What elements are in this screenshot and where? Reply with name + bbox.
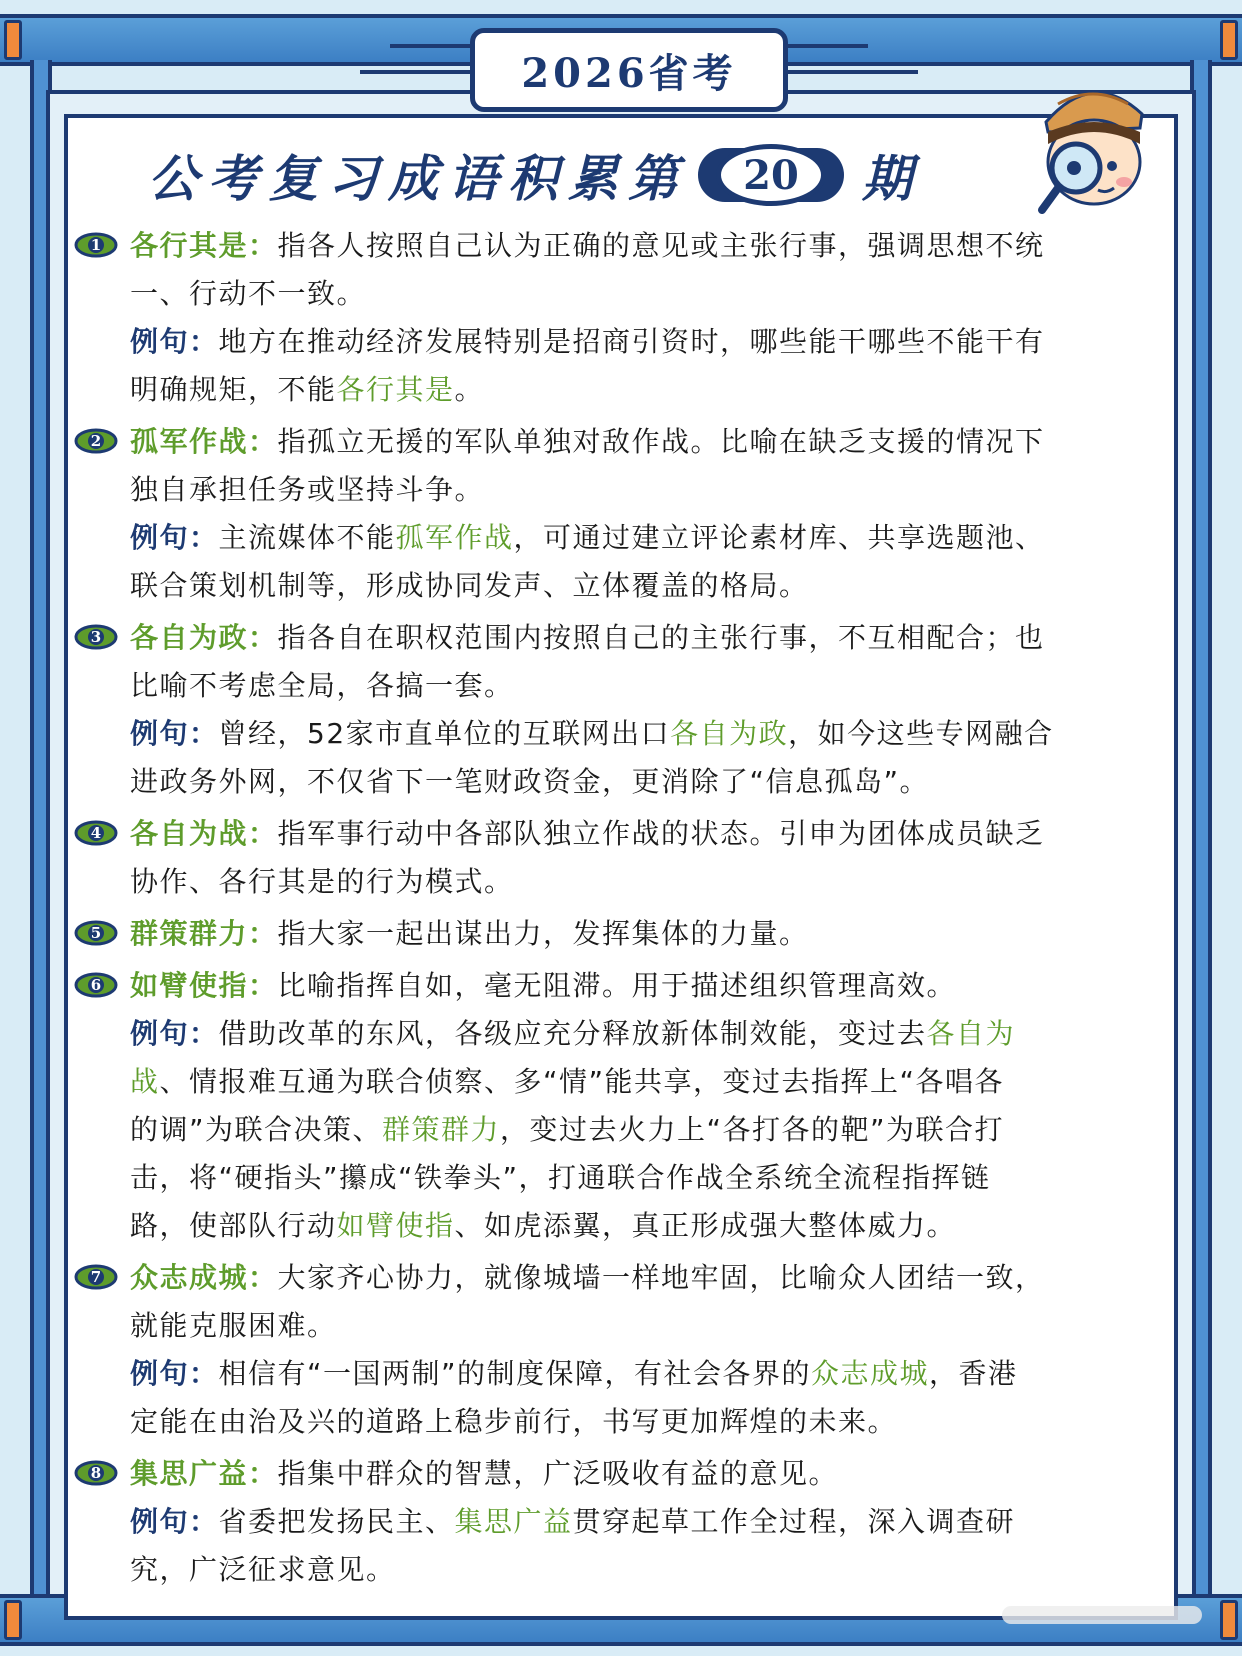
- example-text: ，如今这些专网融合: [788, 717, 1054, 750]
- idiom-highlight: 孤军作战: [395, 521, 514, 554]
- example-text: 贯穿起草工作全过程，深入调查研: [572, 1505, 1016, 1538]
- term-colon: ：: [248, 1261, 278, 1294]
- example-line: [130, 1106, 1180, 1154]
- definition-text: 比喻不考虑全局，各搞一套。: [130, 669, 514, 702]
- idiom-highlight: 各行其是: [336, 373, 455, 406]
- example-text: 省委把发扬民主、: [218, 1505, 455, 1538]
- issue-number: 20: [716, 144, 826, 206]
- definition-line: [130, 910, 1180, 958]
- idiom-term: 各自为政: [130, 621, 249, 654]
- definition-line: [130, 810, 1180, 858]
- number-leaf-icon: [74, 1264, 118, 1290]
- example-line: [130, 366, 1180, 414]
- entry-number: 8: [90, 1464, 102, 1482]
- definition-line: [130, 1254, 1180, 1302]
- idiom-highlight: 战: [130, 1065, 160, 1098]
- definition-line: [130, 614, 1180, 662]
- definition-text: 指各人按照自己认为正确的意见或主张行事，强调思想不统: [277, 229, 1045, 262]
- example-text: ，香港: [929, 1357, 1018, 1390]
- example-text: 进政务外网，不仅省下一笔财政资金，更消除了“信息孤岛”。: [130, 765, 930, 798]
- example-line: [130, 562, 1180, 610]
- example-text: 究，广泛征求意见。: [130, 1553, 396, 1586]
- title-prefix: 公考复习成语积累第: [148, 150, 688, 208]
- idiom-entry: [70, 418, 1180, 610]
- example-text: 明确规矩，不能: [130, 373, 337, 406]
- term-colon: ：: [248, 621, 278, 654]
- definition-text: 指军事行动中各部队独立作战的状态。引申为团体成员缺乏: [277, 817, 1045, 850]
- number-leaf-icon: [74, 920, 118, 946]
- badge-line-left-1: [390, 44, 470, 48]
- example-line: [130, 1058, 1180, 1106]
- definition-line: [130, 466, 1180, 514]
- example-text: 路，使部队行动: [130, 1209, 337, 1242]
- idiom-highlight: 众志成城: [811, 1357, 930, 1390]
- example-text: 地方在推动经济发展特别是招商引资时，哪些能干哪些不能干有: [218, 325, 1045, 358]
- definition-text: 指各自在职权范围内按照自己的主张行事，不互相配合；也: [277, 621, 1045, 654]
- example-text: ，可通过建立评论素材库、共享选题池、: [513, 521, 1045, 554]
- example-text: ，变过去火力上“各打各的靶”为联合打: [500, 1113, 1005, 1146]
- example-label: 例句：: [130, 521, 219, 554]
- term-colon: ：: [248, 1457, 278, 1490]
- example-line: [130, 1154, 1180, 1202]
- number-leaf-icon: [74, 428, 118, 454]
- example-line: [130, 514, 1180, 562]
- title-suffix: 期: [862, 150, 922, 208]
- idiom-entry: [70, 810, 1180, 906]
- definition-text: 一、行动不一致。: [130, 277, 367, 310]
- idiom-highlight: 群策群力: [382, 1113, 501, 1146]
- scroll-knob-top-right: [1220, 20, 1238, 60]
- example-text: 联合策划机制等，形成协同发声、立体覆盖的格局。: [130, 569, 809, 602]
- example-label: 例句：: [130, 1017, 219, 1050]
- definition-line: [130, 858, 1180, 906]
- idiom-entry: [70, 1450, 1180, 1594]
- term-colon: ：: [248, 817, 278, 850]
- detective-with-magnifier-icon: [1018, 64, 1168, 214]
- entry-number: 3: [90, 628, 102, 646]
- example-text: 相信有“一国两制”的制度保障，有社会各界的: [218, 1357, 812, 1390]
- example-text: 借助改革的东风，各级应充分释放新体制效能，变过去: [218, 1017, 927, 1050]
- scroll-knob-bottom-left: [4, 1600, 22, 1640]
- definition-text: 大家齐心协力，就像城墙一样地牢固，比喻众人团结一致，: [277, 1261, 1045, 1294]
- badge-line-left-2: [360, 70, 470, 74]
- scroll-knob-top-left: [4, 20, 22, 60]
- idiom-term: 各行其是: [130, 229, 249, 262]
- example-line: [130, 1350, 1180, 1398]
- idiom-term: 集思广益: [130, 1457, 249, 1490]
- idiom-list: [70, 222, 1180, 1598]
- example-line: [130, 318, 1180, 366]
- definition-line: [130, 1450, 1180, 1498]
- number-leaf-icon: [74, 232, 118, 258]
- idiom-term: 孤军作战: [130, 425, 249, 458]
- idiom-highlight: 集思广益: [454, 1505, 573, 1538]
- example-text: 。: [454, 373, 485, 406]
- idiom-highlight: 各自为: [926, 1017, 1016, 1050]
- entry-number: 7: [90, 1268, 102, 1286]
- definition-text: 就能克服困难。: [130, 1309, 337, 1342]
- idiom-term: 如臂使指: [130, 969, 249, 1002]
- definition-line: [130, 1302, 1180, 1350]
- example-line: [130, 758, 1180, 806]
- badge-line-right-2: [788, 70, 918, 74]
- example-line: [130, 1498, 1180, 1546]
- watermark-bar: [1002, 1606, 1202, 1624]
- entry-number: 1: [90, 236, 102, 254]
- idiom-term: 群策群力: [130, 917, 249, 950]
- page-title: [148, 140, 922, 210]
- exam-year-badge: 2026省考: [470, 28, 788, 112]
- issue-badge: [698, 140, 844, 210]
- example-label: 例句：: [130, 1505, 219, 1538]
- idiom-entry: [70, 614, 1180, 806]
- example-text: 曾经，52家市直单位的互联网出口: [218, 717, 671, 750]
- idiom-entry: [70, 962, 1180, 1250]
- idiom-term: 众志成城: [130, 1261, 249, 1294]
- definition-text: 指孤立无援的军队单独对敌作战。比喻在缺乏支援的情况下: [277, 425, 1045, 458]
- example-text: 、情报难互通为联合侦察、多“情”能共享，变过去指挥上“各唱各: [159, 1065, 1005, 1098]
- entry-number: 5: [90, 924, 102, 942]
- number-leaf-icon: [74, 624, 118, 650]
- example-text: 定能在由治及兴的道路上稳步前行，书写更加辉煌的未来。: [130, 1405, 898, 1438]
- example-label: 例句：: [130, 325, 219, 358]
- term-colon: ：: [248, 425, 278, 458]
- example-label: 例句：: [130, 1357, 219, 1390]
- definition-text: 指集中群众的智慧，广泛吸收有益的意见。: [277, 1457, 839, 1490]
- example-line: [130, 710, 1180, 758]
- idiom-entry: [70, 222, 1180, 414]
- idiom-entry: [70, 910, 1180, 958]
- idiom-highlight: 各自为政: [670, 717, 789, 750]
- number-leaf-icon: [74, 820, 118, 846]
- term-colon: ：: [248, 917, 278, 950]
- example-text: 、如虎添翼，真正形成强大整体威力。: [454, 1209, 957, 1242]
- entry-number: 2: [90, 432, 102, 450]
- definition-text: 比喻指挥自如，毫无阻滞。用于描述组织管理高效。: [277, 969, 957, 1002]
- example-text: 主流媒体不能: [218, 521, 396, 554]
- example-line: [130, 1202, 1180, 1250]
- idiom-highlight: 如臂使指: [336, 1209, 455, 1242]
- definition-line: [130, 962, 1180, 1010]
- definition-text: 指大家一起出谋出力，发挥集体的力量。: [277, 917, 809, 950]
- definition-line: [130, 418, 1180, 466]
- definition-line: [130, 270, 1180, 318]
- definition-line: [130, 662, 1180, 710]
- example-line: [130, 1010, 1180, 1058]
- example-line: [130, 1546, 1180, 1594]
- definition-text: 独自承担任务或坚持斗争。: [130, 473, 485, 506]
- scroll-knob-bottom-right: [1220, 1600, 1238, 1640]
- number-leaf-icon: [74, 1460, 118, 1486]
- example-text: 击，将“硬指头”攥成“铁拳头”，打通联合作战全系统全流程指挥链: [130, 1161, 991, 1194]
- idiom-entry: [70, 1254, 1180, 1446]
- definition-line: [130, 222, 1180, 270]
- entry-number: 6: [90, 976, 102, 994]
- example-label: 例句：: [130, 717, 219, 750]
- term-colon: ：: [248, 229, 278, 262]
- idiom-term: 各自为战: [130, 817, 249, 850]
- term-colon: ：: [248, 969, 278, 1002]
- definition-text: 协作、各行其是的行为模式。: [130, 865, 514, 898]
- entry-number: 4: [90, 824, 102, 842]
- number-leaf-icon: [74, 972, 118, 998]
- badge-line-right-1: [788, 44, 868, 48]
- example-text: 的调”为联合决策、: [130, 1113, 383, 1146]
- example-line: [130, 1398, 1180, 1446]
